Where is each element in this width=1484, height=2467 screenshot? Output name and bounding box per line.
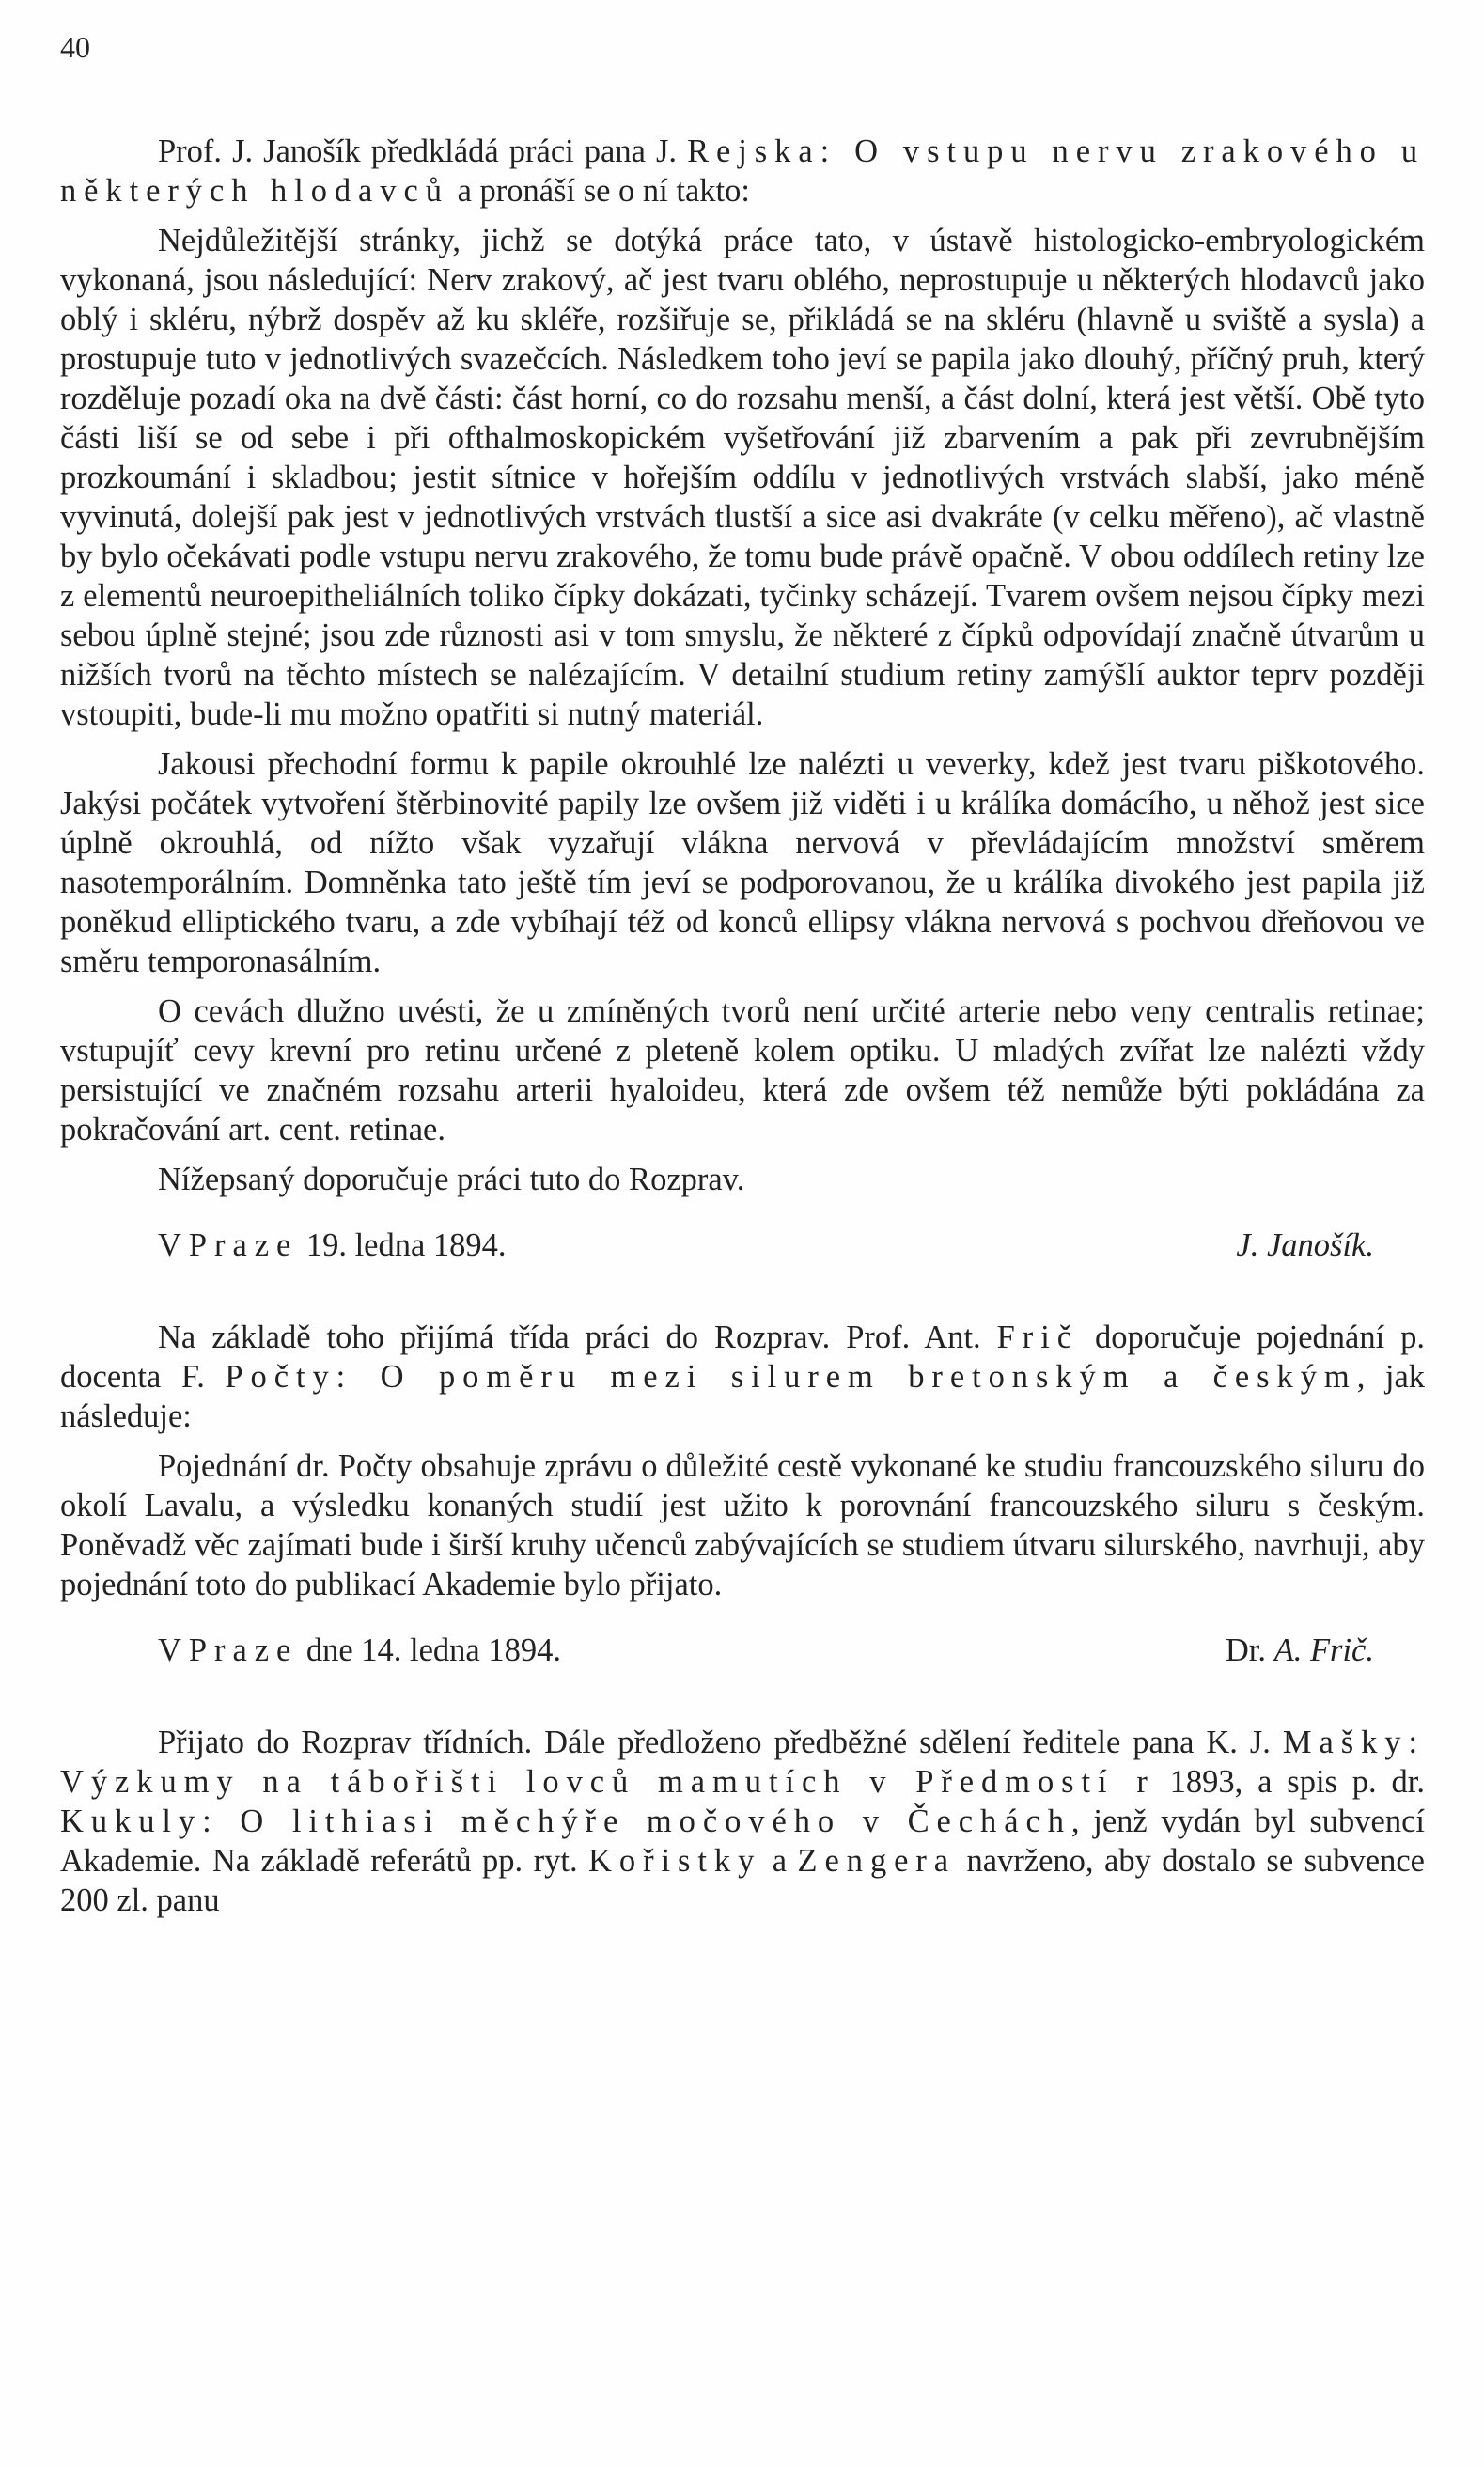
signature-2-name: A. Frič. [1273, 1632, 1374, 1668]
section-2-suffix: , jak následuje: [60, 1359, 1426, 1434]
signature-2-place: Praze [188, 1632, 299, 1668]
text-block [60, 132, 1425, 1930]
section-3-part-h: Kořistky [588, 1843, 762, 1879]
signature-2-place-date [158, 1631, 561, 1670]
section-3-part-d: 1893, a spis p. dr. [1154, 1764, 1425, 1800]
signature-2-date: dne 14. ledna 1894. [298, 1632, 561, 1668]
section-3-part-e: Kukuly [60, 1803, 203, 1839]
intro-prefix: Prof. J. Janošík předkládá práci pana J. [158, 133, 688, 169]
section-2-paragraph [60, 1318, 1425, 1436]
section-3-part-c: : Výzkumy na tábořišti lovců mamutích v Předmostí r [60, 1725, 1425, 1800]
paragraph-5: Pojednání dr. Počty obsahuje zprávu o důležité cestě vykonané ke studiu francouzského siluru do okolí Lavalu, a výsledku konaných studií jest užito k porovnání francouzského siluru s českým. Poněvadž věc zajímati bude i širší kruhy učenců zabývajících se studiem útvaru silurského, navrhuji, aby pojednání toto do publikací Akademie bylo přijato. [60, 1448, 1425, 1602]
intro-paragraph [60, 132, 1425, 211]
section-2-author: Počty [225, 1359, 336, 1395]
signature-line-2 [60, 1631, 1425, 1670]
signature-2-prefix: V [158, 1632, 189, 1668]
signature-2-name-prefix: Dr. [1225, 1632, 1274, 1668]
intro-author: Rejska [687, 133, 820, 169]
section-2-prefix: Na základě toho přijímá třída práci do Rozprav. Prof. Ant. [158, 1319, 997, 1355]
section-2-middle: doporučuje pojednání p. docenta F. [60, 1319, 1426, 1395]
intro-title: : O vstupu nervu zrakového u některých hlodavců [60, 133, 1426, 209]
signature-1-place-date [158, 1226, 507, 1265]
section-3-part-k: navrženo, aby dostalo se subvence 200 zl. panu [60, 1843, 1425, 1918]
section-2-title: : O poměru mezi silurem bretonským a českým [336, 1359, 1357, 1395]
signature-line-1 [60, 1226, 1425, 1265]
paragraph-3: O cevách dlužno uvésti, že u zmíněných tvorů není určité arterie nebo veny centralis retinae; vstupujíť cevy krevní pro retinu určené z pleteně kolem optiku. U mladých zvířat lze nalézti vždy persistující ve značném rozsahu arterii hyaloideu, která zde ovšem též nemůže býti pokládána za pokračování art. cent. retinae. [60, 993, 1425, 1148]
signature-1-prefix: V [158, 1227, 189, 1263]
signature-1-place: Praze [188, 1227, 299, 1263]
signature-2-name-block [1226, 1631, 1425, 1670]
section-3-part-j: Zengera [797, 1843, 957, 1879]
section-3-part-i: a [761, 1843, 798, 1879]
section-3-part-g: , jenž vydán byl subvencí Akademie. Na základě referátů pp. ryt. [60, 1803, 1425, 1879]
signature-1-date: 19. ledna 1894. [298, 1227, 507, 1263]
paragraph-4: Nížepsaný doporučuje práci tuto do Rozprav. [158, 1162, 745, 1197]
section-3-part-b: Mašky [1282, 1725, 1409, 1760]
paragraph-2: Jakousi přechodní formu k papile okrouhlé lze nalézti u veverky, kdež jest tvaru piškotového. Jakýsi počátek vytvoření štěrbinovité papily lze ovšem již viděti i u králíka domácího, u něhož jest sice úplně okrouhlá, od nížto však vyzařují vlákna nervová v převládajícím množství směrem nasotemporálním. Domněnka tato ještě tím jeví se podporovanou, že u králíka divokého jest papila již poněkud elliptického tvaru, a zde vybíhají též od konců ellipsy vlákna nervová s pochvou dřeňovou ve směru temporonasálním. [60, 746, 1425, 979]
section-3-paragraph [60, 1723, 1425, 1920]
section-3-part-a: Přijato do Rozprav třídních. Dále předloženo předběžné sdělení ředitele pana K. J. [158, 1725, 1283, 1760]
intro-suffix: a pronáší se o ní takto: [448, 173, 750, 209]
section-3-part-f: : O lithiasi měchýře močového v Čechách [202, 1803, 1071, 1839]
signature-1-name: J. Janošík. [1236, 1227, 1374, 1263]
page-number: 40 [60, 30, 90, 64]
paragraph-1: Nejdůležitější stránky, jichž se dotýká práce tato, v ústavě histologicko-embryologickém vykonaná, jsou následující: Nerv zrakový, ač jest tvaru oblého, neprostupuje u některých hlodavců jako oblý i skléru, nýbrž dospěv až ku skléře, rozšiřuje se, přikládá se na skléru (hlavně u sviště a sysla) a prostupuje tuto v jednotlivých svazečcích. Následkem toho jeví se papila jako dlouhý, příčný pruh, který rozděluje pozadí oka na dvě části: část horní, co do rozsahu menší, a část dolní, která jest větší. Obě tyto části liší se od sebe i při ofthalmoskopickém vyšetřování již zbarvením a pak při zevrubnějším prozkoumání i skladbou; jestit sítnice v hořejším oddílu v jednotlivých vrstvách slabší, jako méně vyvinutá, dolejší pak jest v jednotlivých vrstvách tlustší a sice asi dvakráte (v celku měřeno), ač vlastně by bylo očekávati podle vstupu nervu zrakového, že tomu bude právě opačně. V obou oddílech retiny lze z elementů neuroepitheliálních toliko čípky dokázati, tyčinky scházejí. Tvarem ovšem nejsou čípky mezi sebou úplně stejné; jsou zde různosti asi v tom smyslu, že některé z čípků odpovídají značně útvarům u nižších tvorů na těchto místech se nalézajícím. V detailní studium retiny zamýšlí auktor teprv později vstoupiti, bude-li mu možno opatřiti si nutný materiál. [60, 223, 1425, 732]
section-2-name: Frič [996, 1319, 1079, 1355]
